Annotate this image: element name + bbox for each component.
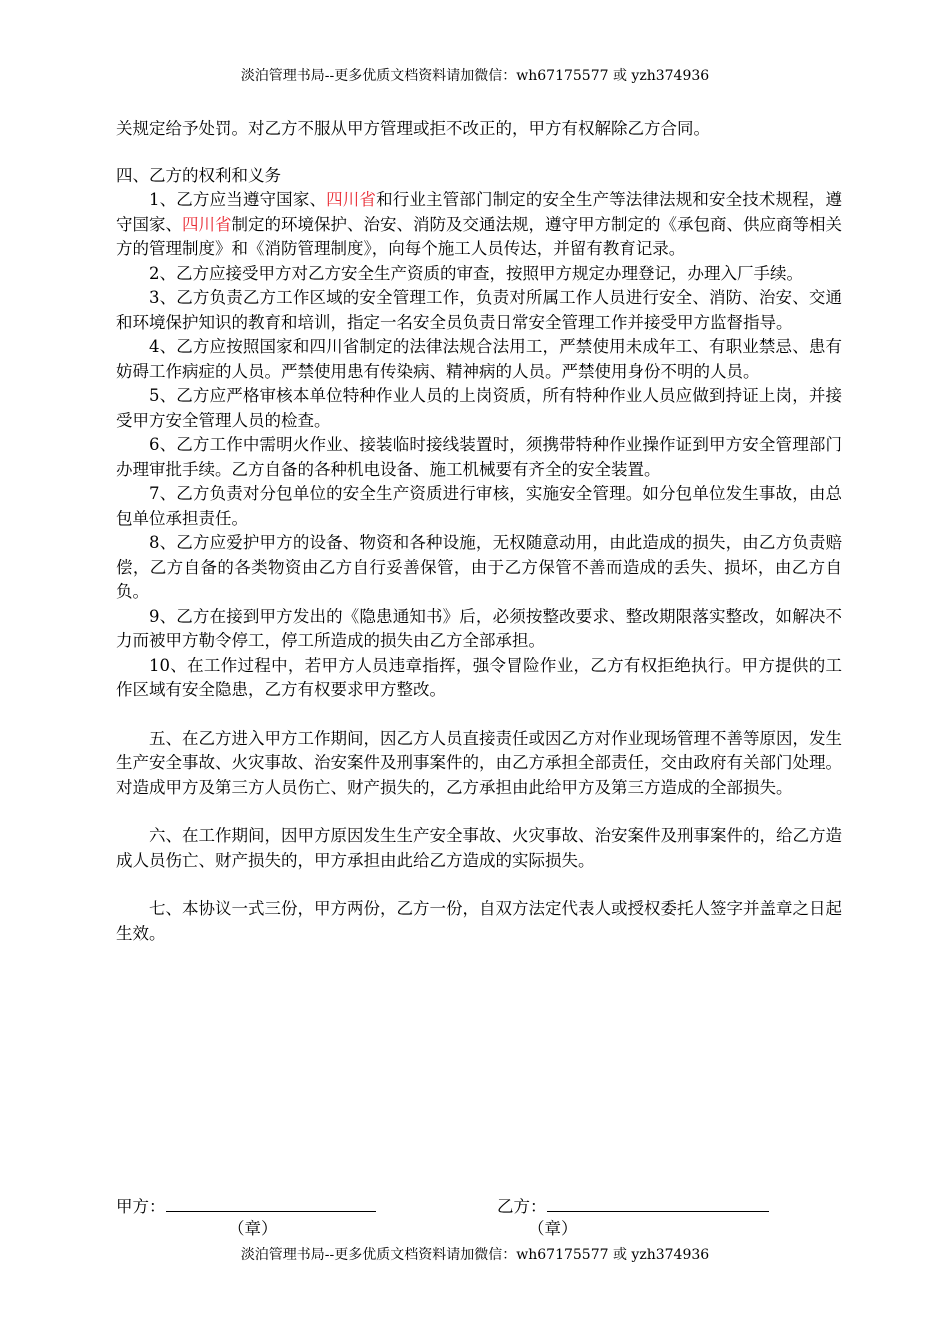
document-body [116, 117, 842, 946]
section-4-item-3: 3、乙方负责乙方工作区域的安全管理工作，负责对所属工作人员进行安全、消防、治安、交通和环境保护知识的教育和培训，指定一名安全员负责日常安全管理工作并接受甲方监督指导。 [116, 288, 842, 332]
section-4-item-5: 5、乙方应严格审核本单位特种作业人员的上岗资质，所有特种作业人员应做到持证上岗，并接受甲方安全管理人员的检查。 [116, 386, 842, 430]
section-4-item-2: 2、乙方应接受甲方对乙方安全生产资质的审查，按照甲方规定办理登记，办理入厂手续。 [149, 263, 803, 283]
highlight-sichuan-2: 四川省 [182, 214, 232, 234]
party-b-label: 乙方： [497, 1197, 547, 1216]
section-5-paragraph: 五、在乙方进入甲方工作期间，因乙方人员直接责任或因乙方对作业现场管理不善等原因，发生生产安全事故、火灾事故、治安案件及刑事案件的，由乙方承担全部责任，交由政府有关部门处理。对造成甲方及第三方人员伤亡、财产损失的，乙方承担由此给甲方及第三方造成的全部损失。 [116, 728, 842, 797]
party-b-signature [497, 1193, 769, 1219]
item-1-text-c: 制定的环境保护、治安、消防及交通法规，遵守甲方制定的《承包商、供应商等相关方的管理制度》和《消防管理制度》，向每个施工人员传达，并留有教育记录。 [116, 214, 842, 258]
section-4-title: 四、乙方的权利和义务 [116, 165, 281, 185]
section-4-item-9: 9、乙方在接到甲方发出的《隐患通知书》后，必须按整改要求、整改期限落实整改，如解决不力而被甲方勒令停工，停工所造成的损失由乙方全部承担。 [116, 606, 842, 650]
highlight-sichuan-1: 四川省 [326, 190, 377, 209]
party-a-seal: （章） [228, 1219, 278, 1238]
party-b-signature-line[interactable] [547, 1193, 769, 1212]
section-4-item-4: 4、乙方应按照国家和四川省制定的法律法规合法用工，严禁使用未成年工、有职业禁忌、患有妨碍工作病症的人员。严禁使用患有传染病、精神病的人员。严禁使用身份不明的人员。 [116, 337, 842, 381]
party-a-signature-line[interactable] [166, 1193, 376, 1212]
section-4-item-1 [116, 188, 842, 262]
section-4-item-10: 10、在工作过程中，若甲方人员违章指挥，强令冒险作业，乙方有权拒绝执行。甲方提供的工作区域有安全隐患，乙方有权要求甲方整改。 [116, 655, 842, 699]
item-1-text-b: 和行业主管部门制定的安全生产等法律法规和安全技术规程，遵守国家、 [116, 190, 843, 234]
section-4-item-6: 6、乙方工作中需明火作业、接装临时接线装置时，须携带特种作业操作证到甲方安全管理部门办理审批手续。乙方自备的各种机电设备、施工机械要有齐全的安全装置。 [116, 435, 842, 479]
party-a-label: 甲方： [116, 1197, 166, 1216]
item-1-text-a: 1、乙方应当遵守国家、 [149, 190, 327, 209]
party-a-signature [116, 1193, 376, 1219]
section-4-item-8: 8、乙方应爱护甲方的设备、物资和各种设施，无权随意动用，由此造成的损失，由乙方负责赔偿，乙方自备的各类物资由乙方自行妥善保管，由于乙方保管不善而造成的丢失、损坏，由乙方自负。 [116, 533, 842, 601]
section-4-item-7: 7、乙方负责对分包单位的安全生产资质进行审核，实施安全管理。如分包单位发生事故，由总包单位承担责任。 [116, 484, 842, 528]
section-7-paragraph: 七、本协议一式三份，甲方两份，乙方一份，自双方法定代表人或授权委托人签字并盖章之日起生效。 [116, 899, 842, 943]
continuation-paragraph: 关规定给予处罚。对乙方不服从甲方管理或拒不改正的，甲方有权解除乙方合同。 [116, 119, 710, 138]
page-footer: 淡泊管理书局--更多优质文档资料请加微信：wh67175577 或 yzh374936 [240, 1247, 710, 1263]
party-b-seal: （章） [528, 1219, 578, 1238]
section-6-paragraph: 六、在工作期间，因甲方原因发生生产安全事故、火灾事故、治安案件及刑事案件的，给乙方造成人员伤亡、财产损失的，甲方承担由此给乙方造成的实际损失。 [116, 826, 842, 870]
page-header: 淡泊管理书局--更多优质文档资料请加微信：wh67175577 或 yzh374936 [240, 68, 710, 84]
